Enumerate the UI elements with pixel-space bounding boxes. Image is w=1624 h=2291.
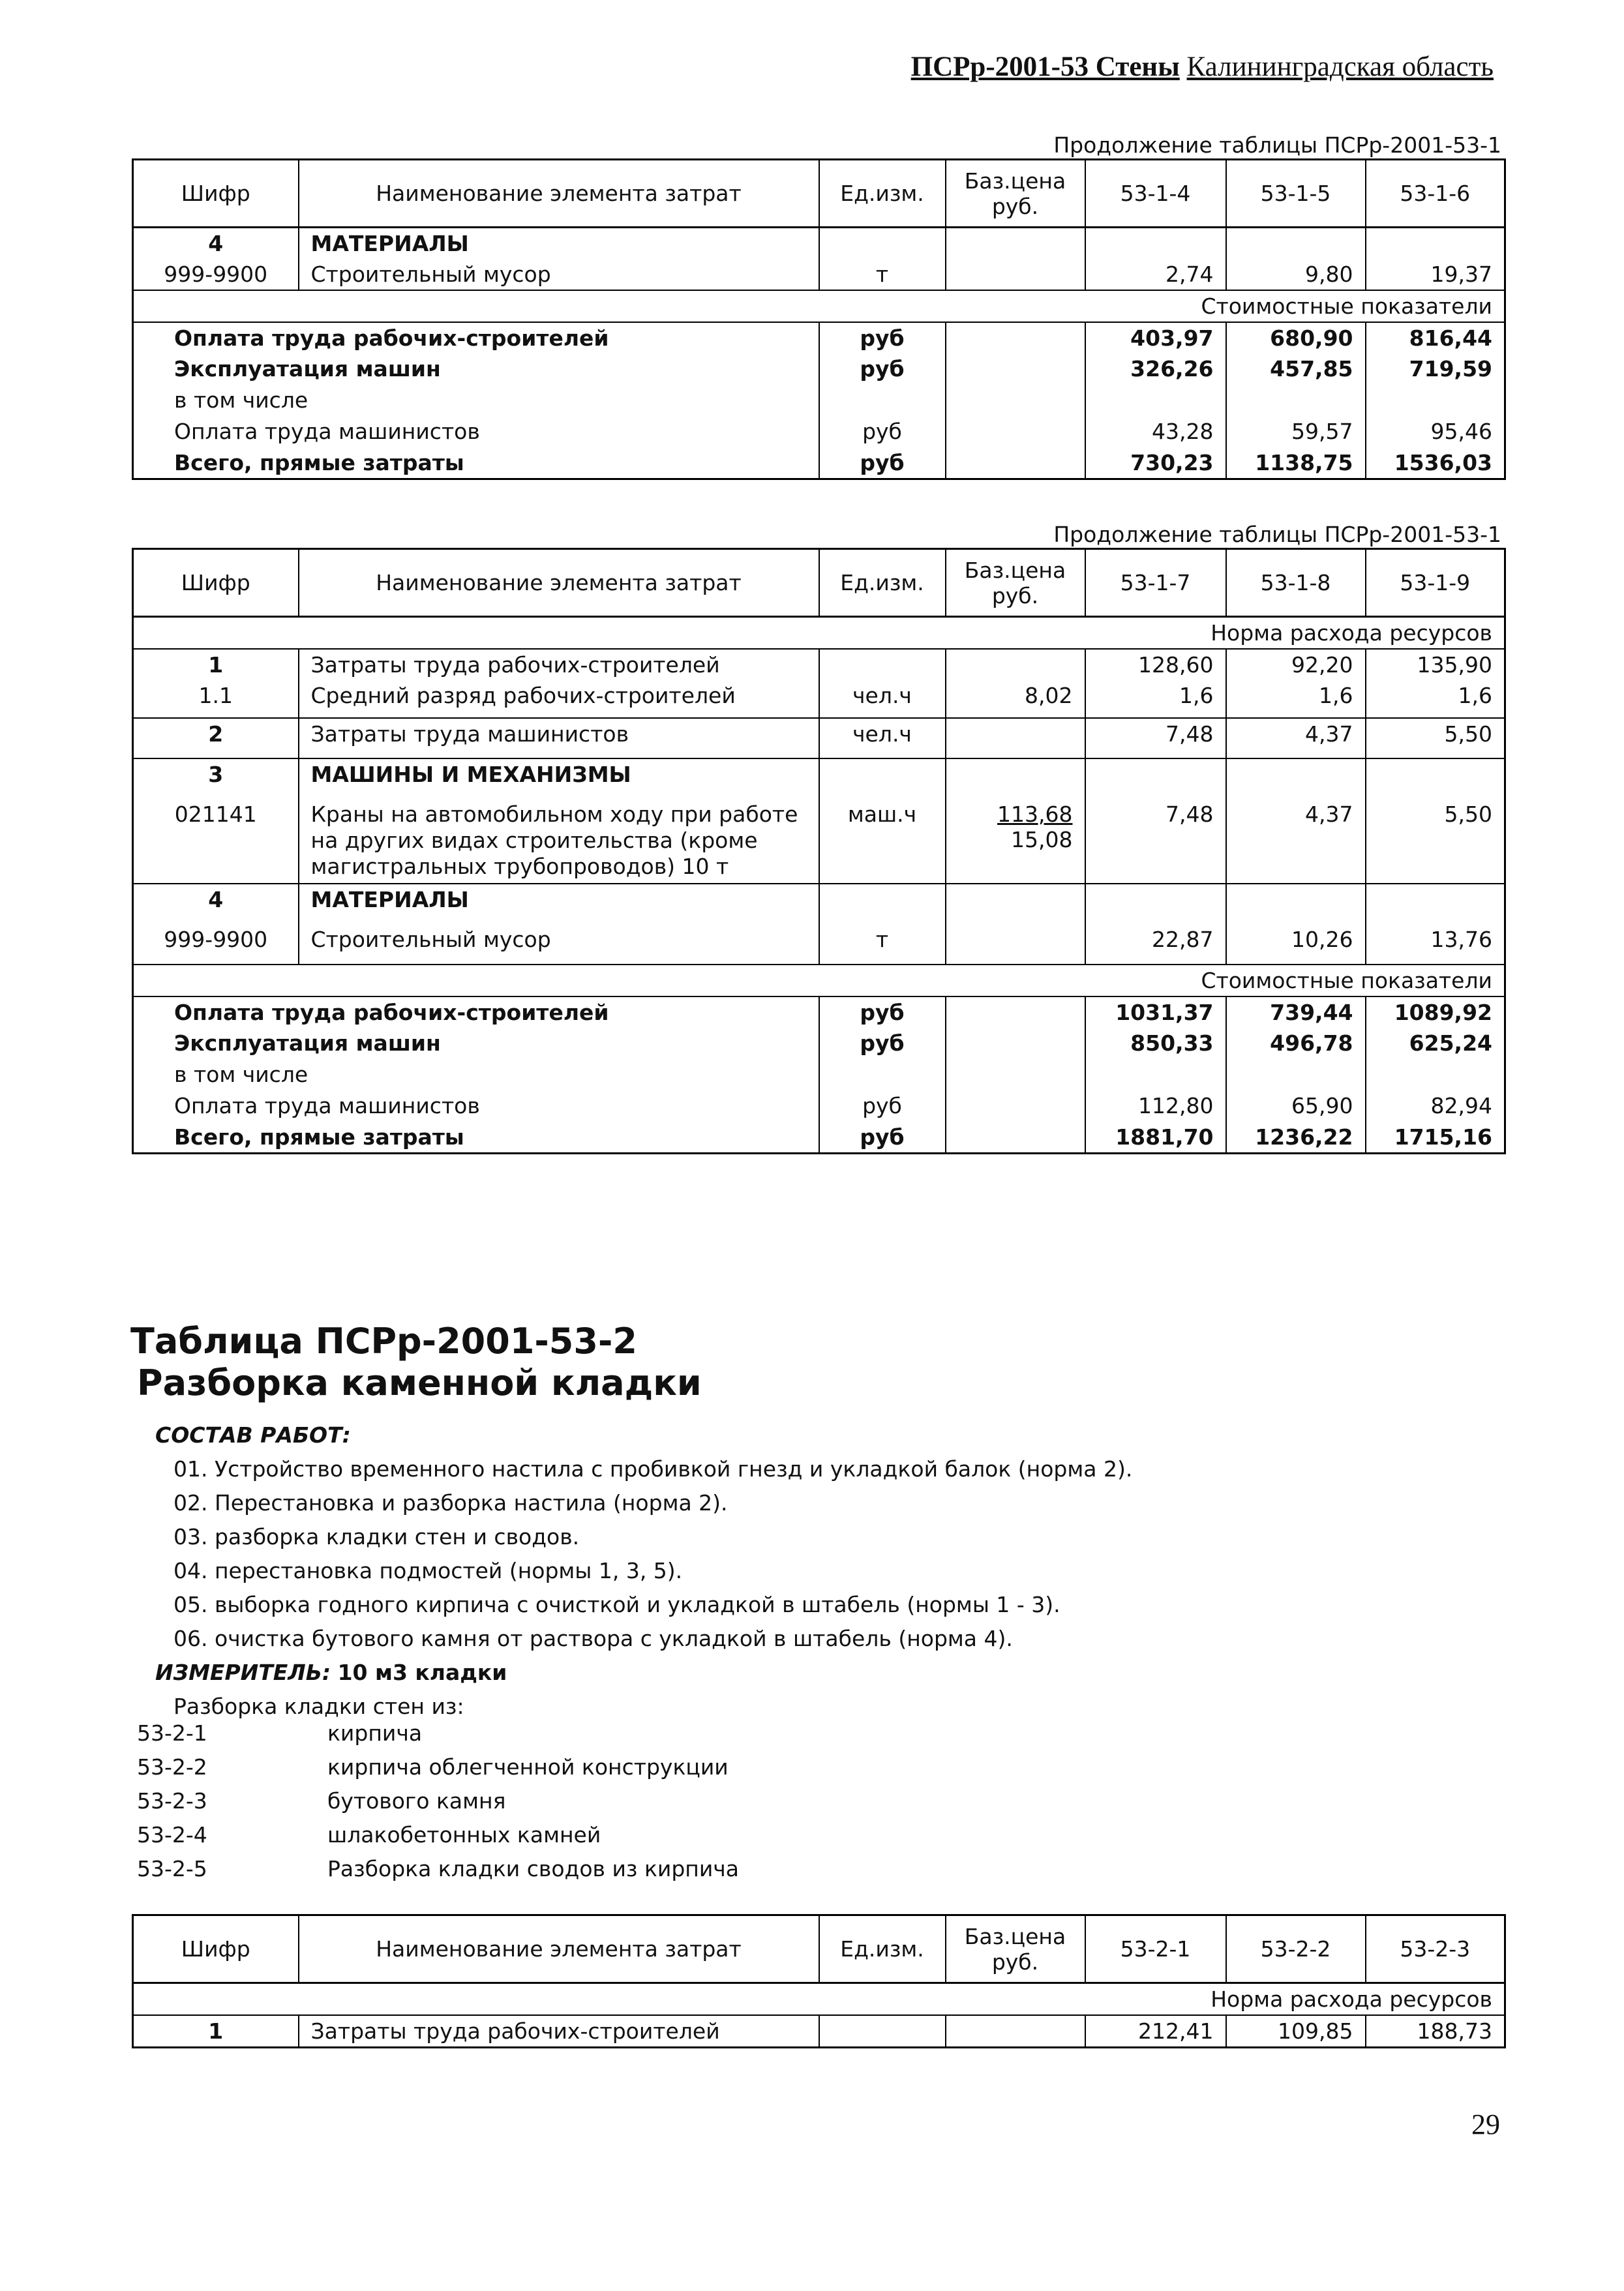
list-item: 53-2-4 шлакобетонных камней — [137, 1822, 601, 1848]
table-row: 2 Затраты труда машинистов чел.ч 7,48 4,37 5,50 — [133, 718, 1505, 758]
table-row: 1.1 Средний разряд рабочих-строителей чел.ч 8,02 1,6 1,6 1,6 — [133, 680, 1505, 718]
cost-row: Всего, прямые затраты руб 1881,70 1236,22 1715,16 — [133, 1122, 1505, 1154]
cost-row: в том числе — [133, 1059, 1505, 1090]
col-code-header: Шифр — [133, 549, 299, 617]
list-item: 53-2-5 Разборка кладки сводов из кирпича — [137, 1856, 740, 1881]
band-row — [133, 965, 1505, 996]
intro-text: Разборка кладки стен из: — [173, 1694, 464, 1719]
col-v3-header: 53-1-6 — [1366, 160, 1505, 228]
col-v2-header: 53-1-5 — [1226, 160, 1366, 228]
table1 — [132, 158, 1506, 480]
code-list — [137, 1716, 739, 1886]
col-unit-header: Ед.изм. — [819, 1915, 946, 1983]
col-name-header: Наименование элемента затрат — [299, 160, 819, 228]
list-item: 01. Устройство временного настила с пробивкой гнезд и укладкой балок (норма 2). — [173, 1456, 1133, 1482]
band-label: Норма расхода ресурсов — [133, 617, 1505, 650]
cost-row: Оплата труда машинистов руб 112,80 65,90 82,94 — [133, 1090, 1505, 1122]
table-row: 4 МАТЕРИАЛЫ — [133, 228, 1505, 260]
section-title — [130, 1321, 702, 1404]
col-v3-header: 53-1-9 — [1366, 549, 1505, 617]
col-v2-header: 53-2-2 — [1226, 1915, 1366, 1983]
meter-label: ИЗМЕРИТЕЛЬ: — [155, 1660, 331, 1685]
list-item: 06. очистка бутового камня от раствора с укладкой в штабель (норма 4). — [173, 1626, 1013, 1651]
col-v3-header: 53-2-3 — [1366, 1915, 1505, 1983]
col-code-header: Шифр — [133, 1915, 299, 1983]
band-row — [133, 290, 1505, 322]
col-price-header: Баз.цена руб. — [946, 549, 1085, 617]
cost-row: Всего, прямые затраты руб 730,23 1138,75 1536,03 — [133, 447, 1505, 479]
list-item: 04. перестановка подмостей (нормы 1, 3, 5). — [173, 1558, 683, 1583]
band-row — [133, 1983, 1505, 2016]
col-name-header: Наименование элемента затрат — [299, 549, 819, 617]
cost-row: в том числе — [133, 385, 1505, 416]
work-description — [155, 1418, 1460, 1724]
list-item: 05. выборка годного кирпича с очисткой и укладкой в штабель (нормы 1 - 3). — [173, 1592, 1060, 1617]
col-price-header: Баз.цена руб. — [946, 160, 1085, 228]
col-v1-header: 53-1-4 — [1085, 160, 1226, 228]
list-item: 53-2-1 кирпича — [137, 1720, 423, 1746]
cost-row: Эксплуатация машин руб 850,33 496,78 625,24 — [133, 1028, 1505, 1059]
band-label: Стоимостные показатели — [133, 965, 1505, 996]
list-item: 53-2-3 бутового камня — [137, 1788, 506, 1814]
col-code-header: Шифр — [133, 160, 299, 228]
header-code: ПСРр-2001-53 Стены — [910, 52, 1180, 82]
meter-value: 10 м3 кладки — [337, 1660, 507, 1685]
cost-row: Оплата труда рабочих-строителей руб 403,97 680,90 816,44 — [133, 322, 1505, 353]
table-row: 3 МАШИНЫ И МЕХАНИЗМЫ — [133, 758, 1505, 799]
col-v1-header: 53-1-7 — [1085, 549, 1226, 617]
table3 — [132, 1914, 1506, 2048]
col-unit-header: Ед.изм. — [819, 160, 946, 228]
table1-caption: Продолжение таблицы ПСРр-2001-53-1 — [1053, 132, 1501, 158]
list-item: 02. Перестановка и разборка настила (норма 2). — [173, 1490, 728, 1516]
table2 — [132, 548, 1506, 1154]
page-number: 29 — [1471, 2108, 1500, 2140]
table-row: 4 МАТЕРИАЛЫ — [133, 884, 1505, 924]
table-row: 1 Затраты труда рабочих-строителей 128,60 92,20 135,90 — [133, 649, 1505, 680]
table-row: 1 Затраты труда рабочих-строителей 212,41 109,85 188,73 — [133, 2015, 1505, 2048]
header-region: Калининградская область — [1186, 52, 1494, 82]
table1-header-row — [133, 160, 1505, 228]
col-unit-header: Ед.изм. — [819, 549, 946, 617]
work-label: СОСТАВ РАБОТ: — [155, 1422, 351, 1448]
band-label: Норма расхода ресурсов — [133, 1983, 1505, 2016]
table-row: 999-9900 Строительный мусор т 22,87 10,26 13,76 — [133, 924, 1505, 965]
col-name-header: Наименование элемента затрат — [299, 1915, 819, 1983]
table-subtitle: Разборка каменной кладки — [137, 1362, 702, 1403]
table-row: 021141 Краны на автомобильном ходу при работе на других видах строительства (кроме магистральных трубопроводов) 10 т маш.ч 113,68 15,08 7,48 4,37 5,50 — [133, 799, 1505, 884]
cost-row: Оплата труда рабочих-строителей руб 1031,37 739,44 1089,92 — [133, 996, 1505, 1028]
col-price-header: Баз.цена руб. — [946, 1915, 1085, 1983]
meter-line — [155, 1656, 1460, 1690]
list-item: 53-2-2 кирпича облегченной конструкции — [137, 1754, 729, 1780]
cost-row: Оплата труда машинистов руб 43,28 59,57 95,46 — [133, 416, 1505, 447]
band-row — [133, 617, 1505, 650]
col-v2-header: 53-1-8 — [1226, 549, 1366, 617]
band-label: Стоимостные показатели — [133, 290, 1505, 322]
list-item: 03. разборка кладки стен и сводов. — [173, 1524, 580, 1550]
table-title: Таблица ПСРр-2001-53-2 — [130, 1321, 637, 1362]
table2-header-row — [133, 549, 1505, 617]
page-header — [911, 51, 1494, 83]
col-v1-header: 53-2-1 — [1085, 1915, 1226, 1983]
table3-header-row — [133, 1915, 1505, 1983]
table-row: 999-9900 Строительный мусор т 2,74 9,80 19,37 — [133, 259, 1505, 290]
cost-row: Эксплуатация машин руб 326,26 457,85 719,59 — [133, 353, 1505, 385]
table2-caption: Продолжение таблицы ПСРр-2001-53-1 — [1053, 522, 1501, 547]
